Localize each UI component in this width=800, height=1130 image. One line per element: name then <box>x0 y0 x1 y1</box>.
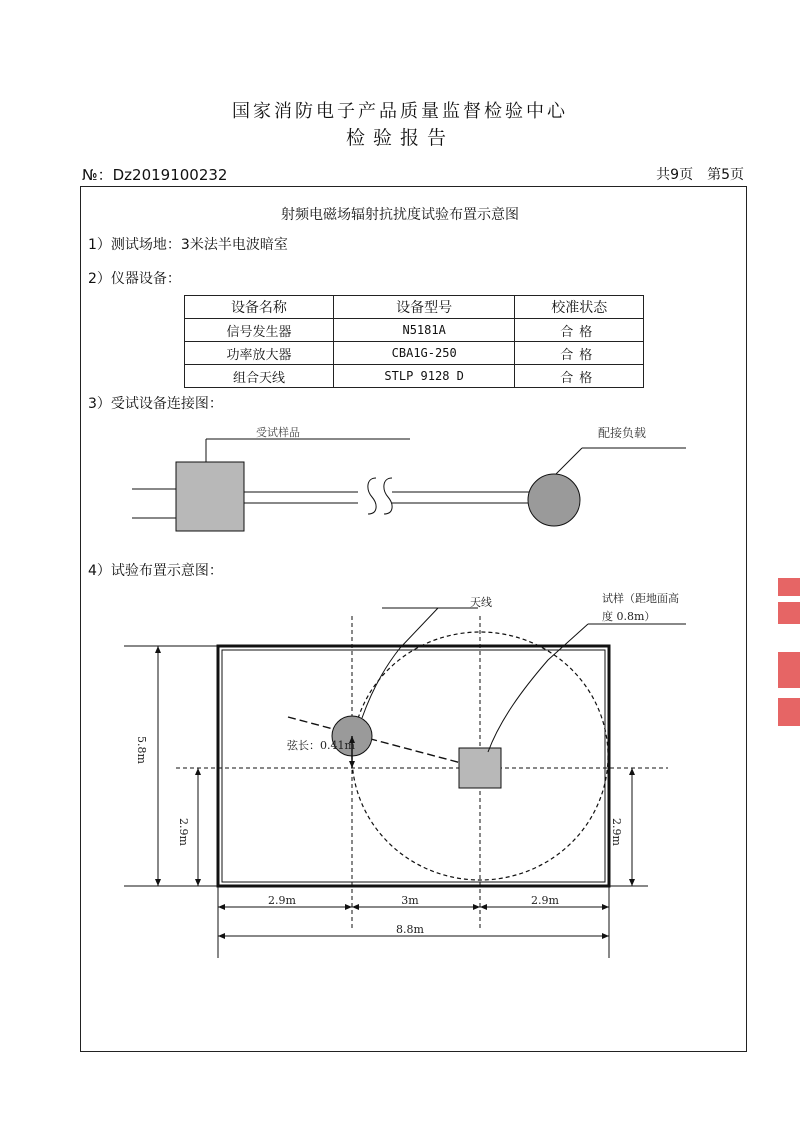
chamber-outer-wall <box>218 646 609 886</box>
eut-box <box>176 462 244 531</box>
height-total-label: 5.8m <box>135 736 148 764</box>
chamber-inner-wall <box>222 650 605 882</box>
width-right-label: 2.9m <box>531 894 559 907</box>
cell-status: 合格 <box>515 319 644 342</box>
content-title: 射频电磁场辐射抗扰度试验布置示意图 <box>281 207 519 223</box>
cell-model: STLP 9128 D <box>333 365 515 388</box>
load-circle <box>528 474 580 526</box>
sample-box <box>459 748 501 788</box>
test-site-line: 1）测试场地：3米法半电波暗室 <box>88 237 288 253</box>
col-header-name: 设备名称 <box>185 296 334 319</box>
organization-name: 国家消防电子产品质量监督检验中心 <box>232 101 568 122</box>
sample-leader-curve <box>488 624 588 752</box>
width-left-label: 2.9m <box>268 894 296 907</box>
cell-model: N5181A <box>333 319 515 342</box>
cable-break-left <box>368 478 376 514</box>
width-total-label: 8.8m <box>396 923 424 936</box>
page-info: 共9页 第5页 <box>656 167 744 183</box>
cell-name: 信号发生器 <box>185 319 334 342</box>
chord-label: 弦长：0.41m <box>287 739 355 752</box>
report-number: №：Dz2019100232 <box>82 166 228 184</box>
stamp-mark <box>778 602 800 624</box>
connection-diagram <box>132 439 686 531</box>
stamp-mark <box>778 578 800 596</box>
sample-label-line1: 试样（距地面高 <box>602 592 679 605</box>
eut-label: 受试样品 <box>256 426 300 439</box>
height-right-label: 2.9m <box>610 818 623 846</box>
height-left-label: 2.9m <box>177 818 190 846</box>
connection-heading: 3）受试设备连接图： <box>88 396 223 412</box>
cell-name: 功率放大器 <box>185 342 334 365</box>
load-label: 配接负载 <box>598 426 647 440</box>
cell-name: 组合天线 <box>185 365 334 388</box>
report-title: 检验报告 <box>345 127 454 149</box>
layout-heading: 4）试验布置示意图： <box>88 563 223 579</box>
sample-label-line2: 度 0.8m） <box>602 610 656 623</box>
stamp-mark <box>778 652 800 688</box>
col-header-model: 设备型号 <box>333 296 515 319</box>
load-leader-diag <box>556 448 582 474</box>
antenna-leader-curve <box>362 608 438 718</box>
cell-model: CBA1G-250 <box>333 342 515 365</box>
col-header-status: 校准状态 <box>515 296 644 319</box>
equipment-heading: 2）仪器设备： <box>88 271 181 287</box>
antenna-label: 天线 <box>470 596 492 609</box>
stamp-mark <box>778 698 800 726</box>
cell-status: 合格 <box>515 365 644 388</box>
cable-break-right <box>384 478 392 514</box>
width-mid-label: 3m <box>401 894 419 907</box>
cell-status: 合格 <box>515 342 644 365</box>
